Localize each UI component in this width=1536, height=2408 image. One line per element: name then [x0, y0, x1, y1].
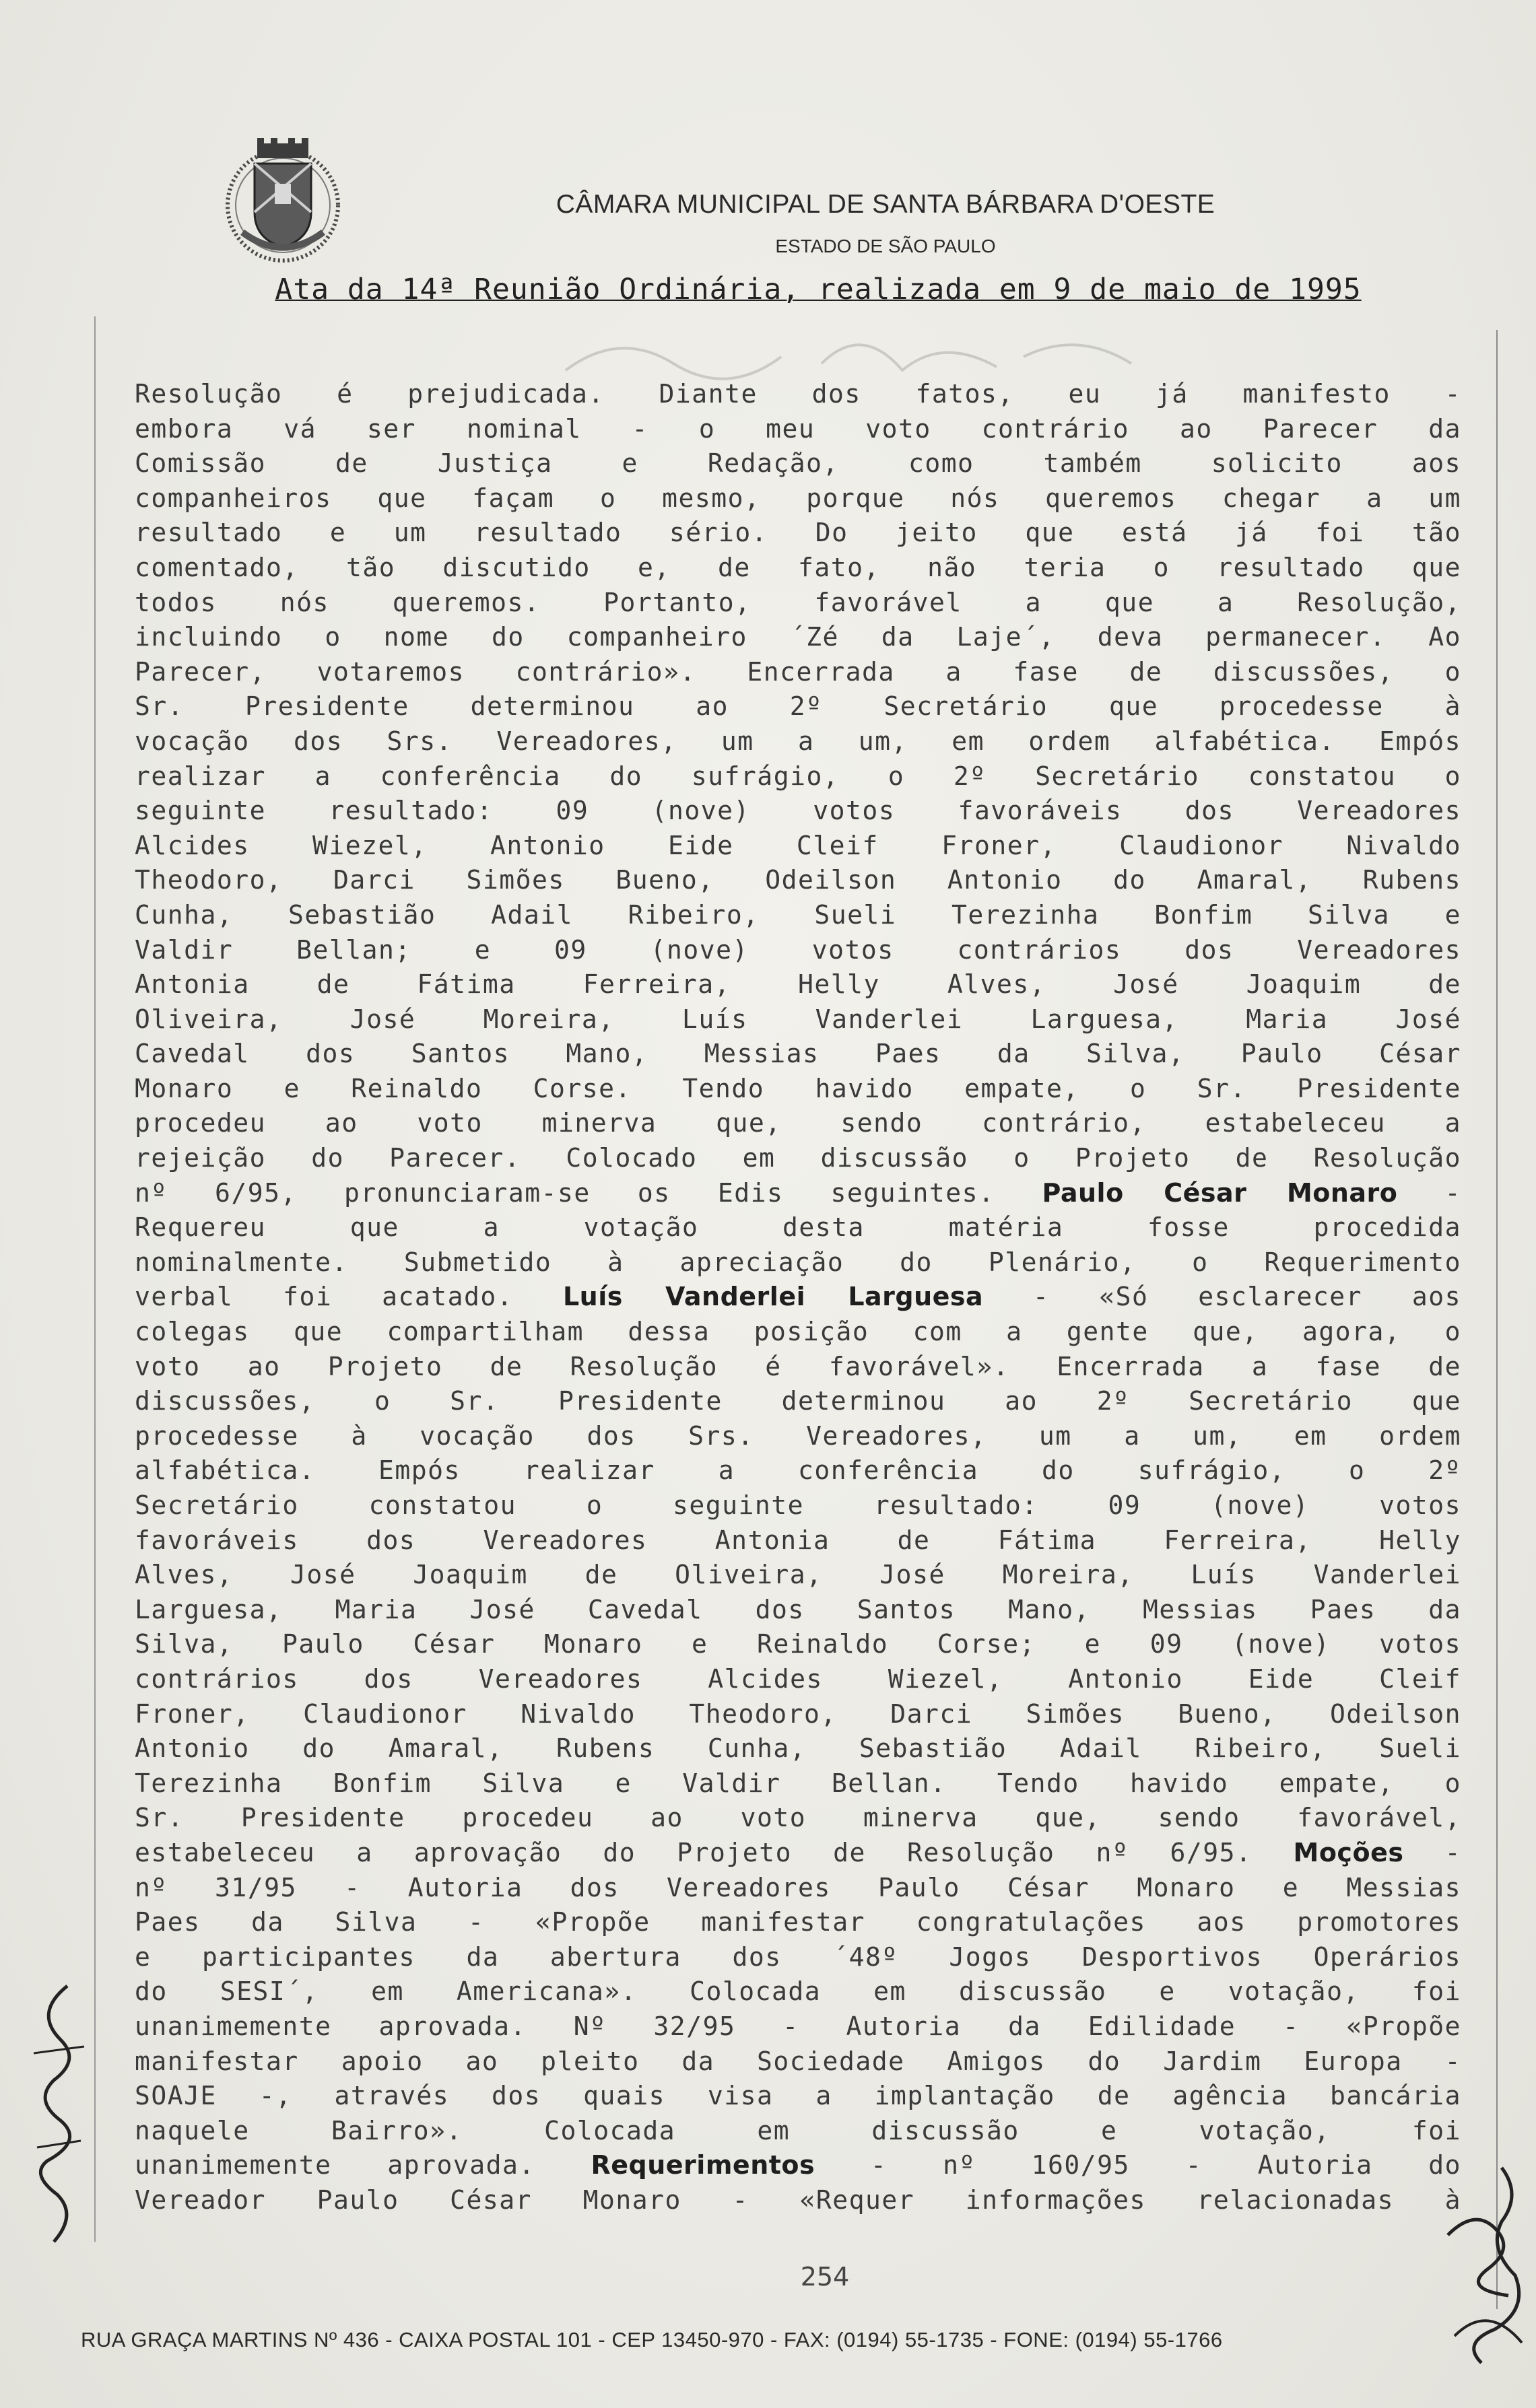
- minutes-body: [135, 377, 1461, 2217]
- text-line: Paes da Silva - «Propõe manifestar congratulações aos promotores: [135, 1907, 1461, 1937]
- text-line: embora vá ser nominal - o meu voto contrário ao Parecer da: [135, 413, 1461, 444]
- text-line: Larguesa, Maria José Cavedal dos Santos Mano, Messias Paes da: [135, 1594, 1461, 1624]
- left-margin-signature: [20, 1972, 94, 2262]
- line-text: -: [1403, 1837, 1461, 1867]
- organization-state: ESTADO DE SÃO PAULO: [775, 236, 996, 256]
- text-line: unanimemente aprovada. Nº 32/95 - Autoria da Edilidade - «Propõe: [135, 2011, 1461, 2041]
- left-margin-rule: [94, 316, 96, 2242]
- organization-name: CÂMARA MUNICIPAL DE SANTA BÁRBARA D'OESTE: [556, 190, 1215, 219]
- text-line: resultado e um resultado sério. Do jeito que está já foi tão: [135, 518, 1461, 548]
- text-line: [135, 1836, 1461, 1871]
- text-line: Alves, José Joaquim de Oliveira, José Moreira, Luís Vanderlei: [135, 1560, 1461, 1590]
- text-line: alfabética. Empós realizar a conferência do sufrágio, o 2º: [135, 1455, 1461, 1486]
- line-text: verbal foi acatado.: [135, 1282, 563, 1312]
- text-line: nº 31/95 - Autoria dos Vereadores Paulo César Monaro e Messias: [135, 1872, 1461, 1902]
- text-line: manifestar apoio ao pleito da Sociedade Amigos do Jardim Europa -: [135, 2046, 1461, 2076]
- text-line: Cavedal dos Santos Mano, Messias Paes da Silva, Paulo César: [135, 1039, 1461, 1069]
- right-margin-rule: [1496, 330, 1498, 2309]
- line-text: - nº 160/95 - Autoria do: [815, 2150, 1461, 2180]
- line-text: unanimemente aprovada.: [135, 2150, 591, 2180]
- text-line: Sr. Presidente procedeu ao voto minerva que, sendo favorável,: [135, 1803, 1461, 1833]
- line-text: estabeleceu a aprovação do Projeto de Resolução nº 6/95.: [135, 1837, 1294, 1867]
- text-line: nominalmente. Submetido à apreciação do Plenário, o Requerimento: [135, 1247, 1461, 1277]
- text-line: Silva, Paulo César Monaro e Reinaldo Corse; e 09 (nove) votos: [135, 1629, 1461, 1659]
- bold-heading: Paulo César Monaro: [1042, 1177, 1398, 1208]
- text-line: procedesse à vocação dos Srs. Vereadores, um a um, em ordem: [135, 1420, 1461, 1451]
- text-line: Alcides Wiezel, Antonio Eide Cleif Froner, Claudionor Nivaldo: [135, 830, 1461, 860]
- bold-heading: Requerimentos: [591, 2150, 815, 2180]
- text-line: realizar a conferência do sufrágio, o 2º Secretário constatou o: [135, 761, 1461, 791]
- text-line: Antonia de Fátima Ferreira, Helly Alves, José Joaquim de: [135, 969, 1461, 1000]
- text-line: comentado, tão discutido e, de fato, não teria o resultado que: [135, 552, 1461, 582]
- text-line: voto ao Projeto de Resolução é favorável». Encerrada a fase de: [135, 1351, 1461, 1381]
- text-line: Vereador Paulo César Monaro - «Requer informações relacionadas à: [135, 2185, 1461, 2215]
- text-line: Theodoro, Darci Simões Bueno, Odeilson Antonio do Amaral, Rubens: [135, 865, 1461, 895]
- text-line: colegas que compartilham dessa posição com a gente que, agora, o: [135, 1317, 1461, 1347]
- coat-of-arms-icon: [222, 131, 343, 266]
- bold-heading: Moções: [1293, 1837, 1404, 1867]
- text-line: companheiros que façam o mesmo, porque nós queremos chegar a um: [135, 483, 1461, 513]
- text-line: Cunha, Sebastião Adail Ribeiro, Sueli Terezinha Bonfim Silva e: [135, 899, 1461, 930]
- text-line: Requereu que a votação desta matéria fosse procedida: [135, 1212, 1461, 1243]
- text-line: Froner, Claudionor Nivaldo Theodoro, Darci Simões Bueno, Odeilson: [135, 1698, 1461, 1729]
- text-line: Antonio do Amaral, Rubens Cunha, Sebastião Adail Ribeiro, Sueli: [135, 1733, 1461, 1764]
- line-text: - «Só esclarecer aos: [983, 1282, 1461, 1312]
- text-line: vocação dos Srs. Vereadores, um a um, em ordem alfabética. Empós: [135, 726, 1461, 756]
- text-line: discussões, o Sr. Presidente determinou ao 2º Secretário que: [135, 1386, 1461, 1416]
- text-line: Oliveira, José Moreira, Luís Vanderlei Larguesa, Maria José: [135, 1004, 1461, 1034]
- text-line: procedeu ao voto minerva que, sendo contrário, estabeleceu a: [135, 1108, 1461, 1138]
- text-line: seguinte resultado: 09 (nove) votos favoráveis dos Vereadores: [135, 796, 1461, 826]
- page-number: 254: [800, 2262, 850, 2292]
- text-line: naquele Bairro». Colocada em discussão e votação, foi: [135, 2115, 1461, 2145]
- text-line: incluindo o nome do companheiro ´Zé da Laje´, deva permanecer. Ao: [135, 622, 1461, 652]
- text-line: Parecer, votaremos contrário». Encerrada a fase de discussões, o: [135, 656, 1461, 687]
- text-line: contrários dos Vereadores Alcides Wiezel, Antonio Eide Cleif: [135, 1663, 1461, 1694]
- text-line: [135, 1176, 1461, 1211]
- text-line: e participantes da abertura dos ´48º Jogos Desportivos Operários: [135, 1941, 1461, 1972]
- line-text: nº 6/95, pronunciaram-se os Edis seguintes.: [135, 1177, 1042, 1208]
- text-line: Comissão de Justiça e Redação, como também solicito aos: [135, 448, 1461, 479]
- line-text: -: [1397, 1177, 1461, 1208]
- footer-address: RUA GRAÇA MARTINS Nº 436 - CAIXA POSTAL 101 - CEP 13450-970 - FAX: (0194) 55-1735 - FONE: (0194) 55-1766: [81, 2328, 1223, 2351]
- text-line: do SESI´, em Americana». Colocada em discussão e votação, foi: [135, 1976, 1461, 2007]
- text-line: rejeição do Parecer. Colocado em discussão o Projeto de Resolução: [135, 1143, 1461, 1173]
- text-line: todos nós queremos. Portanto, favorável a que a Resolução,: [135, 587, 1461, 617]
- text-line: [135, 2148, 1461, 2183]
- text-line: [135, 1280, 1461, 1315]
- text-line: favoráveis dos Vereadores Antonia de Fátima Ferreira, Helly: [135, 1525, 1461, 1555]
- text-line: SOAJE -, através dos quais visa a implantação de agência bancária: [135, 2081, 1461, 2111]
- text-line: Monaro e Reinaldo Corse. Tendo havido empate, o Sr. Presidente: [135, 1073, 1461, 1103]
- text-line: Sr. Presidente determinou ao 2º Secretário que procedesse à: [135, 691, 1461, 722]
- text-line: Terezinha Bonfim Silva e Valdir Bellan. Tendo havido empate, o: [135, 1768, 1461, 1798]
- text-line: Resolução é prejudicada. Diante dos fatos, eu já manifesto -: [135, 379, 1461, 409]
- text-line: Valdir Bellan; e 09 (nove) votos contrários dos Vereadores: [135, 934, 1461, 965]
- text-line: Secretário constatou o seguinte resultado: 09 (nove) votos: [135, 1490, 1461, 1520]
- minutes-title: Ata da 14ª Reunião Ordinária, realizada em 9 de maio de 1995: [275, 273, 1362, 306]
- bold-heading: Luís Vanderlei Larguesa: [562, 1282, 984, 1312]
